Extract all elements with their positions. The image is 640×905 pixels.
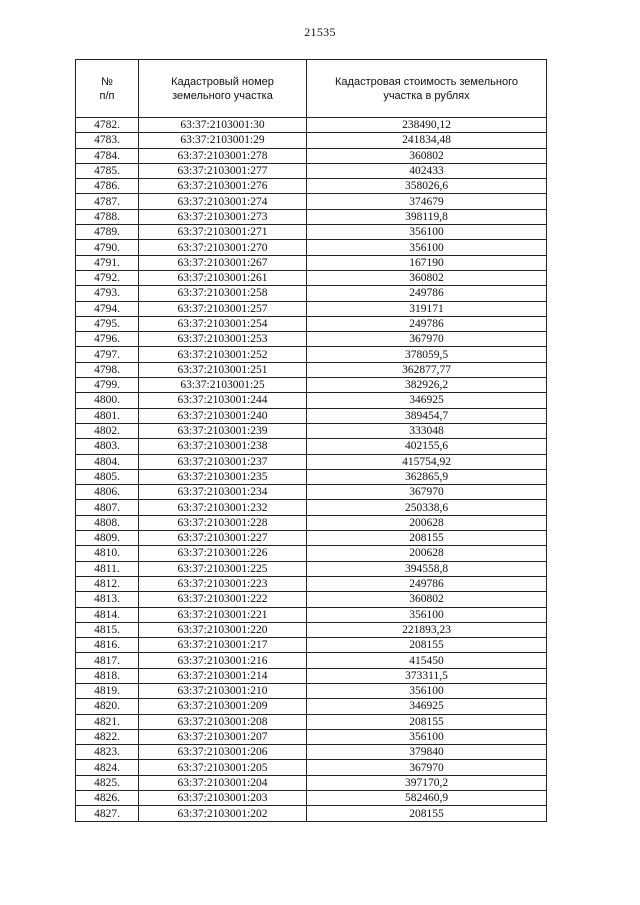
row-number: 4794. bbox=[76, 301, 139, 316]
cadastral-value: 367970 bbox=[307, 485, 547, 500]
cadastral-value: 249786 bbox=[307, 576, 547, 591]
cadastral-number: 63:37:2103001:220 bbox=[139, 622, 307, 637]
row-number: 4821. bbox=[76, 714, 139, 729]
header-cadastral-number bbox=[139, 60, 307, 118]
row-number: 4806. bbox=[76, 485, 139, 500]
cadastral-number: 63:37:2103001:207 bbox=[139, 729, 307, 744]
cadastral-value: 356100 bbox=[307, 729, 547, 744]
row-number: 4819. bbox=[76, 683, 139, 698]
row-number: 4827. bbox=[76, 806, 139, 821]
cadastral-value: 402433 bbox=[307, 163, 547, 178]
table-row bbox=[76, 393, 547, 408]
cadastral-value: 360802 bbox=[307, 270, 547, 285]
cadastral-value: 415450 bbox=[307, 653, 547, 668]
table-row bbox=[76, 439, 547, 454]
cadastral-number: 63:37:2103001:25 bbox=[139, 378, 307, 393]
table-row bbox=[76, 638, 547, 653]
header-row bbox=[76, 60, 547, 118]
cadastral-number: 63:37:2103001:216 bbox=[139, 653, 307, 668]
row-number: 4795. bbox=[76, 316, 139, 331]
row-number: 4816. bbox=[76, 638, 139, 653]
table-row bbox=[76, 592, 547, 607]
cadastral-value: 582460,9 bbox=[307, 791, 547, 806]
row-number: 4807. bbox=[76, 500, 139, 515]
cadastral-value: 319171 bbox=[307, 301, 547, 316]
row-number: 4782. bbox=[76, 118, 139, 133]
table-row bbox=[76, 607, 547, 622]
cadastral-value: 360802 bbox=[307, 148, 547, 163]
cadastral-value: 241834,48 bbox=[307, 133, 547, 148]
table-row bbox=[76, 531, 547, 546]
header-cadastral-line-1: Кадастровый номер bbox=[171, 75, 274, 88]
row-number: 4797. bbox=[76, 347, 139, 362]
cadastral-number: 63:37:2103001:203 bbox=[139, 791, 307, 806]
row-number: 4805. bbox=[76, 469, 139, 484]
cadastral-number: 63:37:2103001:235 bbox=[139, 469, 307, 484]
cadastral-number: 63:37:2103001:221 bbox=[139, 607, 307, 622]
cadastral-number: 63:37:2103001:251 bbox=[139, 362, 307, 377]
cadastral-value: 356100 bbox=[307, 607, 547, 622]
cadastral-number: 63:37:2103001:257 bbox=[139, 301, 307, 316]
row-number: 4815. bbox=[76, 622, 139, 637]
table-row bbox=[76, 118, 547, 133]
row-number: 4788. bbox=[76, 209, 139, 224]
row-number: 4798. bbox=[76, 362, 139, 377]
row-number: 4791. bbox=[76, 255, 139, 270]
table-row bbox=[76, 454, 547, 469]
table-header bbox=[76, 60, 547, 118]
cadastral-number: 63:37:2103001:267 bbox=[139, 255, 307, 270]
table-row bbox=[76, 301, 547, 316]
cadastral-value: 362865,9 bbox=[307, 469, 547, 484]
row-number: 4809. bbox=[76, 531, 139, 546]
cadastral-value: 346925 bbox=[307, 393, 547, 408]
cadastral-value: 367970 bbox=[307, 332, 547, 347]
table-row bbox=[76, 745, 547, 760]
row-number: 4811. bbox=[76, 561, 139, 576]
table-row bbox=[76, 362, 547, 377]
cadastral-number: 63:37:2103001:225 bbox=[139, 561, 307, 576]
cadastral-number: 63:37:2103001:30 bbox=[139, 118, 307, 133]
table-row bbox=[76, 286, 547, 301]
table-row bbox=[76, 179, 547, 194]
table-body bbox=[76, 118, 547, 822]
cadastral-value: 167190 bbox=[307, 255, 547, 270]
cadastral-number: 63:37:2103001:273 bbox=[139, 209, 307, 224]
cadastral-number: 63:37:2103001:202 bbox=[139, 806, 307, 821]
row-number: 4796. bbox=[76, 332, 139, 347]
row-number: 4823. bbox=[76, 745, 139, 760]
table-row bbox=[76, 760, 547, 775]
row-number: 4786. bbox=[76, 179, 139, 194]
row-number: 4804. bbox=[76, 454, 139, 469]
cadastral-number: 63:37:2103001:274 bbox=[139, 194, 307, 209]
table-row bbox=[76, 775, 547, 790]
cadastral-number: 63:37:2103001:258 bbox=[139, 286, 307, 301]
page-number: 21535 bbox=[304, 25, 336, 39]
row-number: 4799. bbox=[76, 378, 139, 393]
cadastral-number: 63:37:2103001:217 bbox=[139, 638, 307, 653]
cadastral-number: 63:37:2103001:232 bbox=[139, 500, 307, 515]
cadastral-value: 346925 bbox=[307, 699, 547, 714]
table-row bbox=[76, 515, 547, 530]
row-number: 4825. bbox=[76, 775, 139, 790]
table-row bbox=[76, 622, 547, 637]
header-value-line-2: участка в рублях bbox=[383, 89, 470, 102]
table-row bbox=[76, 791, 547, 806]
cadastral-number: 63:37:2103001:261 bbox=[139, 270, 307, 285]
cadastral-value: 374679 bbox=[307, 194, 547, 209]
cadastral-value: 208155 bbox=[307, 714, 547, 729]
header-value-line-1: Кадастровая стоимость земельного bbox=[335, 75, 518, 88]
cadastral-number: 63:37:2103001:270 bbox=[139, 240, 307, 255]
table-row bbox=[76, 347, 547, 362]
cadastral-number: 63:37:2103001:234 bbox=[139, 485, 307, 500]
cadastral-value: 333048 bbox=[307, 423, 547, 438]
cadastral-number: 63:37:2103001:252 bbox=[139, 347, 307, 362]
row-number: 4790. bbox=[76, 240, 139, 255]
cadastral-number: 63:37:2103001:208 bbox=[139, 714, 307, 729]
cadastral-number: 63:37:2103001:238 bbox=[139, 439, 307, 454]
table-row bbox=[76, 683, 547, 698]
row-number: 4784. bbox=[76, 148, 139, 163]
cadastral-value: 249786 bbox=[307, 316, 547, 331]
cadastral-value: 356100 bbox=[307, 240, 547, 255]
table-row bbox=[76, 148, 547, 163]
table-row bbox=[76, 561, 547, 576]
row-number: 4812. bbox=[76, 576, 139, 591]
row-number: 4793. bbox=[76, 286, 139, 301]
cadastral-value: 249786 bbox=[307, 286, 547, 301]
cadastral-value-table bbox=[75, 59, 547, 822]
cadastral-number: 63:37:2103001:240 bbox=[139, 408, 307, 423]
table-row bbox=[76, 576, 547, 591]
table-row bbox=[76, 225, 547, 240]
cadastral-value: 208155 bbox=[307, 806, 547, 821]
cadastral-number: 63:37:2103001:214 bbox=[139, 668, 307, 683]
cadastral-number: 63:37:2103001:277 bbox=[139, 163, 307, 178]
cadastral-value: 382926,2 bbox=[307, 378, 547, 393]
cadastral-number: 63:37:2103001:254 bbox=[139, 316, 307, 331]
cadastral-value: 200628 bbox=[307, 546, 547, 561]
table-row bbox=[76, 332, 547, 347]
cadastral-number: 63:37:2103001:210 bbox=[139, 683, 307, 698]
table-row bbox=[76, 316, 547, 331]
row-number: 4783. bbox=[76, 133, 139, 148]
cadastral-number: 63:37:2103001:244 bbox=[139, 393, 307, 408]
cadastral-number: 63:37:2103001:228 bbox=[139, 515, 307, 530]
row-number: 4801. bbox=[76, 408, 139, 423]
row-number: 4822. bbox=[76, 729, 139, 744]
row-number: 4824. bbox=[76, 760, 139, 775]
cadastral-number: 63:37:2103001:278 bbox=[139, 148, 307, 163]
row-number: 4802. bbox=[76, 423, 139, 438]
row-number: 4826. bbox=[76, 791, 139, 806]
cadastral-value: 208155 bbox=[307, 638, 547, 653]
table-row bbox=[76, 133, 547, 148]
cadastral-number: 63:37:2103001:239 bbox=[139, 423, 307, 438]
row-number: 4789. bbox=[76, 225, 139, 240]
cadastral-number: 63:37:2103001:204 bbox=[139, 775, 307, 790]
cadastral-number: 63:37:2103001:223 bbox=[139, 576, 307, 591]
cadastral-number: 63:37:2103001:276 bbox=[139, 179, 307, 194]
cadastral-value: 389454,7 bbox=[307, 408, 547, 423]
row-number: 4803. bbox=[76, 439, 139, 454]
table-row bbox=[76, 546, 547, 561]
cadastral-value: 397170,2 bbox=[307, 775, 547, 790]
cadastral-value: 200628 bbox=[307, 515, 547, 530]
table-row bbox=[76, 806, 547, 821]
header-cadastral-value bbox=[307, 60, 547, 118]
cadastral-value: 356100 bbox=[307, 225, 547, 240]
table-row bbox=[76, 209, 547, 224]
cadastral-number: 63:37:2103001:206 bbox=[139, 745, 307, 760]
table-row bbox=[76, 485, 547, 500]
row-number: 4808. bbox=[76, 515, 139, 530]
row-number: 4818. bbox=[76, 668, 139, 683]
cadastral-number: 63:37:2103001:222 bbox=[139, 592, 307, 607]
cadastral-value: 356100 bbox=[307, 683, 547, 698]
row-number: 4820. bbox=[76, 699, 139, 714]
cadastral-value: 394558,8 bbox=[307, 561, 547, 576]
cadastral-number: 63:37:2103001:253 bbox=[139, 332, 307, 347]
cadastral-value: 398119,8 bbox=[307, 209, 547, 224]
table-row bbox=[76, 500, 547, 515]
row-number: 4785. bbox=[76, 163, 139, 178]
cadastral-value: 362877,77 bbox=[307, 362, 547, 377]
cadastral-value: 358026,6 bbox=[307, 179, 547, 194]
cadastral-value: 367970 bbox=[307, 760, 547, 775]
header-number-line-2: п/п bbox=[99, 89, 115, 102]
cadastral-number: 63:37:2103001:271 bbox=[139, 225, 307, 240]
table-row bbox=[76, 423, 547, 438]
row-number: 4813. bbox=[76, 592, 139, 607]
row-number: 4814. bbox=[76, 607, 139, 622]
row-number: 4800. bbox=[76, 393, 139, 408]
cadastral-value: 379840 bbox=[307, 745, 547, 760]
table-row bbox=[76, 699, 547, 714]
cadastral-value: 238490,12 bbox=[307, 118, 547, 133]
cadastral-value: 373311,5 bbox=[307, 668, 547, 683]
cadastral-number: 63:37:2103001:29 bbox=[139, 133, 307, 148]
table-row bbox=[76, 194, 547, 209]
row-number: 4792. bbox=[76, 270, 139, 285]
cadastral-number: 63:37:2103001:237 bbox=[139, 454, 307, 469]
table-row bbox=[76, 668, 547, 683]
cadastral-value: 378059,5 bbox=[307, 347, 547, 362]
table-row bbox=[76, 408, 547, 423]
cadastral-number: 63:37:2103001:226 bbox=[139, 546, 307, 561]
cadastral-value: 415754,92 bbox=[307, 454, 547, 469]
table-row bbox=[76, 714, 547, 729]
header-cadastral-line-2: земельного участка bbox=[172, 89, 273, 102]
table-row bbox=[76, 270, 547, 285]
header-number bbox=[76, 60, 139, 118]
table-row bbox=[76, 469, 547, 484]
table-row bbox=[76, 378, 547, 393]
cadastral-value: 402155,6 bbox=[307, 439, 547, 454]
header-number-line-1: № bbox=[101, 75, 113, 88]
cadastral-value: 208155 bbox=[307, 531, 547, 546]
cadastral-value: 250338,6 bbox=[307, 500, 547, 515]
cadastral-number: 63:37:2103001:227 bbox=[139, 531, 307, 546]
table-row bbox=[76, 255, 547, 270]
row-number: 4787. bbox=[76, 194, 139, 209]
row-number: 4817. bbox=[76, 653, 139, 668]
cadastral-value: 221893,23 bbox=[307, 622, 547, 637]
cadastral-value: 360802 bbox=[307, 592, 547, 607]
table-row bbox=[76, 729, 547, 744]
table-row bbox=[76, 163, 547, 178]
row-number: 4810. bbox=[76, 546, 139, 561]
cadastral-number: 63:37:2103001:205 bbox=[139, 760, 307, 775]
cadastral-number: 63:37:2103001:209 bbox=[139, 699, 307, 714]
table-row bbox=[76, 653, 547, 668]
table-row bbox=[76, 240, 547, 255]
